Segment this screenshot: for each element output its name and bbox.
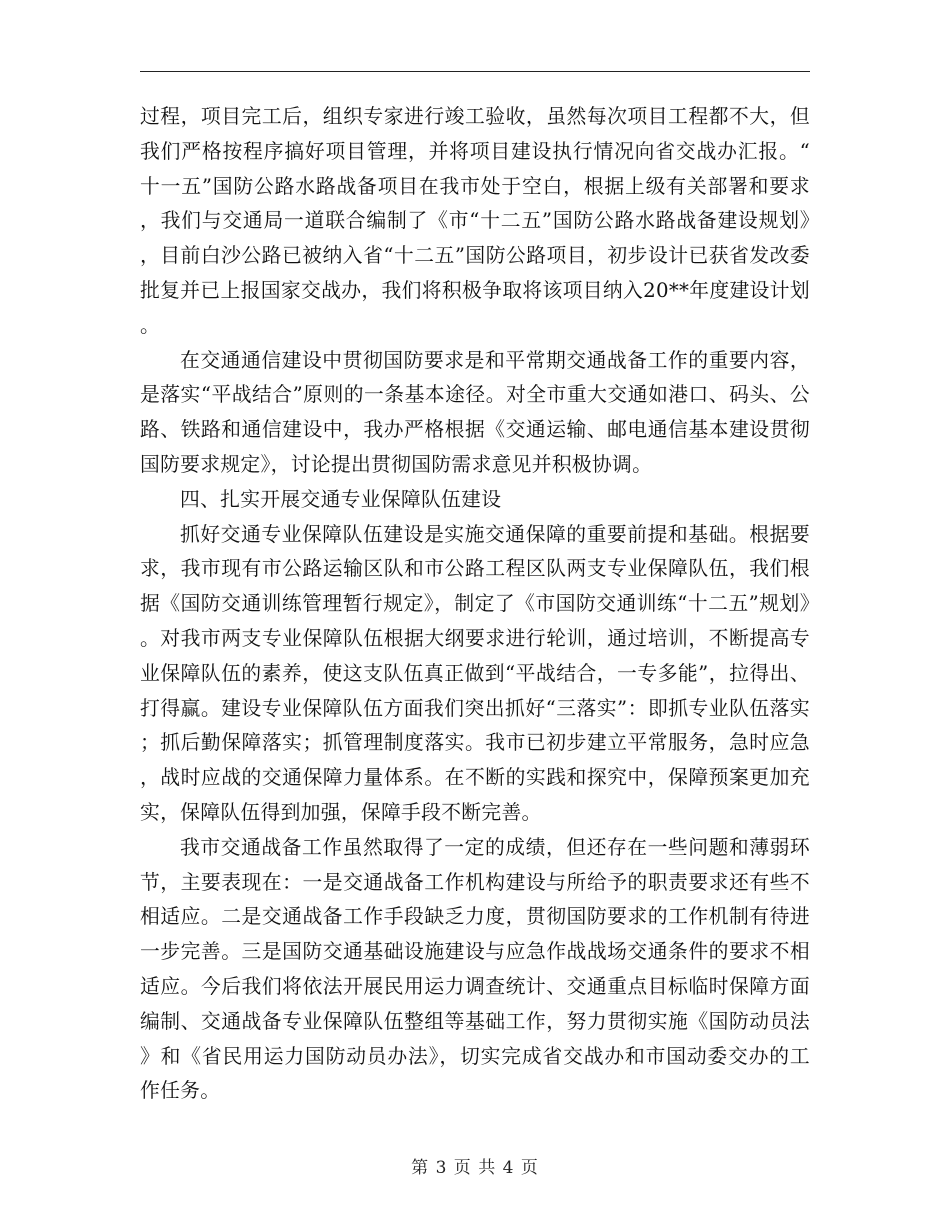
- section-heading: 四、扎实开展交通专业保障队伍建设: [180, 487, 502, 511]
- body-paragraph-1: 过程，项目完工后，组织专家进行竣工验收，虽然每次项目工程都不大，但我们严格按程序搞好项目管理，并将项目建设执行情况向省交战办汇报。“十一五”国防公路水路战备项目在我市处于空白，根据上级有关部署和要求，我们与交通局一道联合编制了《市“十二五”国防公路水路战备建设规划》，目前白沙公路已被纳入省“十二五”国防公路项目，初步设计已获省发改委批复并已上报国家交战办，我们将积极争取将该项目纳入20**年度建设计划。: [140, 105, 810, 337]
- body-paragraph-2: 在交通通信建设中贯彻国防要求是和平常期交通战备工作的重要内容，是落实“平战结合”原则的一条基本途径。对全市重大交通如港口、码头、公路、铁路和通信建设中，我办严格根据《交通运输、邮电通信基本建设贯彻国防要求规定》，讨论提出贯彻国防需求意见并积极协调。: [140, 348, 810, 476]
- page-footer: 第 3 页 共 4 页: [411, 1158, 539, 1178]
- body-paragraph-4: 我市交通战备工作虽然取得了一定的成绩，但还存在一些问题和薄弱环节，主要表现在：一是交通战备工作机构建设与所给予的职责要求还有些不相适应。二是交通战备工作手段缺乏力度，贯彻国防要求的工作机制有待进一步完善。三是国防交通基础设施建设与应急作战战场交通条件的要求不相适应。今后我们将依法开展民用运力调查统计、交通重点目标临时保障方面编制、交通战备专业保障队伍整组等基础工作，努力贯彻实施《国防动员法》和《省民用运力国防动员办法》，切实完成省交战办和市国动委交办的工作任务。: [140, 835, 810, 1103]
- header-rule: [140, 71, 810, 72]
- document-body: [140, 100, 810, 1109]
- body-paragraph-3: 抓好交通专业保障队伍建设是实施交通保障的重要前提和基础。根据要求，我市现有市公路运输区队和市公路工程区队两支专业保障队伍，我们根据《国防交通训练管理暂行规定》，制定了《市国防交通训练“十二五”规划》。对我市两支专业保障队伍根据大纲要求进行轮训，通过培训，不断提高专业保障队伍的素养，使这支队伍真正做到“平战结合，一专多能”，拉得出、打得赢。建设专业保障队伍方面我们突出抓好“三落实”：即抓专业队伍落实；抓后勤保障落实；抓管理制度落实。我市已初步建立平常服务，急时应急，战时应战的交通保障力量体系。在不断的实践和探究中，保障预案更加充实，保障队伍得到加强，保障手段不断完善。: [140, 522, 810, 824]
